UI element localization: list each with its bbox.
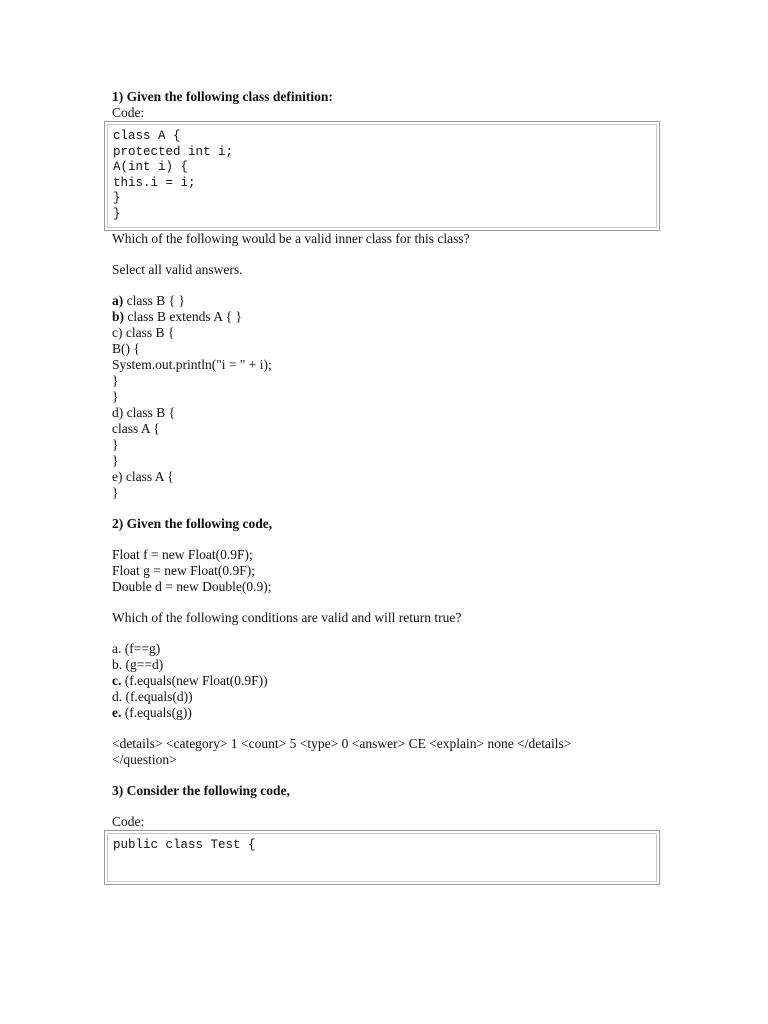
answer-option-text: a. (f==g) xyxy=(112,641,161,656)
answer-option-text: } xyxy=(112,453,119,468)
question-3-code-inner xyxy=(107,833,657,882)
code-line: this.i = i; xyxy=(113,175,196,190)
answer-option xyxy=(112,341,672,357)
answer-option-text: } xyxy=(112,373,119,388)
answer-option-text: } xyxy=(112,485,119,500)
answer-option xyxy=(112,657,672,673)
answer-option xyxy=(112,689,672,705)
answer-option-key: c. xyxy=(112,673,122,688)
code-line: } xyxy=(113,206,121,221)
code-line: class A { xyxy=(113,129,181,143)
question-2-code-line: Float f = new Float(0.9F); xyxy=(112,547,253,562)
question-1-code-inner xyxy=(107,124,657,228)
answer-option xyxy=(112,641,672,657)
question-2-options xyxy=(112,641,672,721)
answer-option xyxy=(112,453,672,469)
answer-option xyxy=(112,309,672,325)
question-2-code-line: Float g = new Float(0.9F); xyxy=(112,563,255,578)
answer-option xyxy=(112,405,672,421)
question-2-code-line: Double d = new Double(0.9); xyxy=(112,579,272,594)
answer-option-text: c) class B { xyxy=(112,325,175,340)
answer-option xyxy=(112,469,672,485)
answer-option-text: e) class A { xyxy=(112,469,174,484)
answer-option-text: d. (f.equals(d)) xyxy=(112,689,193,704)
code-line: } xyxy=(113,191,121,205)
question-2-title: 2) Given the following code, xyxy=(112,516,273,531)
question-3-code-box xyxy=(104,830,660,885)
answer-option-text: class A { xyxy=(112,421,160,436)
answer-option-text: System.out.println("i = " + i); xyxy=(112,357,272,372)
answer-option xyxy=(112,437,672,453)
question-1-instruction: Select all valid answers. xyxy=(112,262,243,277)
code-line: public class Test { xyxy=(113,838,256,852)
answer-option xyxy=(112,325,672,341)
code-line: protected int i; xyxy=(113,144,234,159)
answer-option xyxy=(112,389,672,405)
answer-option-text: b. (g==d) xyxy=(112,657,164,672)
question-3-title: 3) Consider the following code, xyxy=(112,783,290,798)
document-page xyxy=(112,89,672,885)
answer-option-text: B() { xyxy=(112,341,140,356)
question-2-text: Which of the following conditions are valid and will return true? xyxy=(112,610,462,625)
question-1-code-label: Code: xyxy=(112,105,145,120)
question-end-tag: </question> xyxy=(112,752,177,767)
answer-option-key: a) xyxy=(112,293,124,308)
answer-option xyxy=(112,373,672,389)
answer-option xyxy=(112,421,672,437)
answer-option xyxy=(112,357,672,373)
answer-option xyxy=(112,673,672,689)
answer-option-text: } xyxy=(112,437,119,452)
question-1-text: Which of the following would be a valid inner class for this class? xyxy=(112,231,470,246)
answer-option-key: e. xyxy=(112,705,122,720)
question-1-options xyxy=(112,293,672,501)
answer-option-key: b) xyxy=(112,309,125,324)
answer-option-text: d) class B { xyxy=(112,405,176,420)
code-line: A(int i) { xyxy=(113,160,189,174)
answer-option-text: } xyxy=(112,389,119,404)
answer-option xyxy=(112,485,672,501)
answer-option-text: class B { } xyxy=(123,293,185,308)
question-3-code-label: Code: xyxy=(112,814,145,829)
answer-option-text: (f.equals(g)) xyxy=(121,705,192,720)
answer-option-text: class B extends A { } xyxy=(124,309,242,324)
answer-option xyxy=(112,705,672,721)
answer-option xyxy=(112,293,672,309)
answer-option-text: (f.equals(new Float(0.9F)) xyxy=(121,673,268,688)
details-line: <details> <category> 1 <count> 5 <type> 0 <answer> CE <explain> none </details> xyxy=(112,736,572,751)
question-1-title: 1) Given the following class definition: xyxy=(112,89,333,104)
question-1-code-box xyxy=(104,121,660,231)
